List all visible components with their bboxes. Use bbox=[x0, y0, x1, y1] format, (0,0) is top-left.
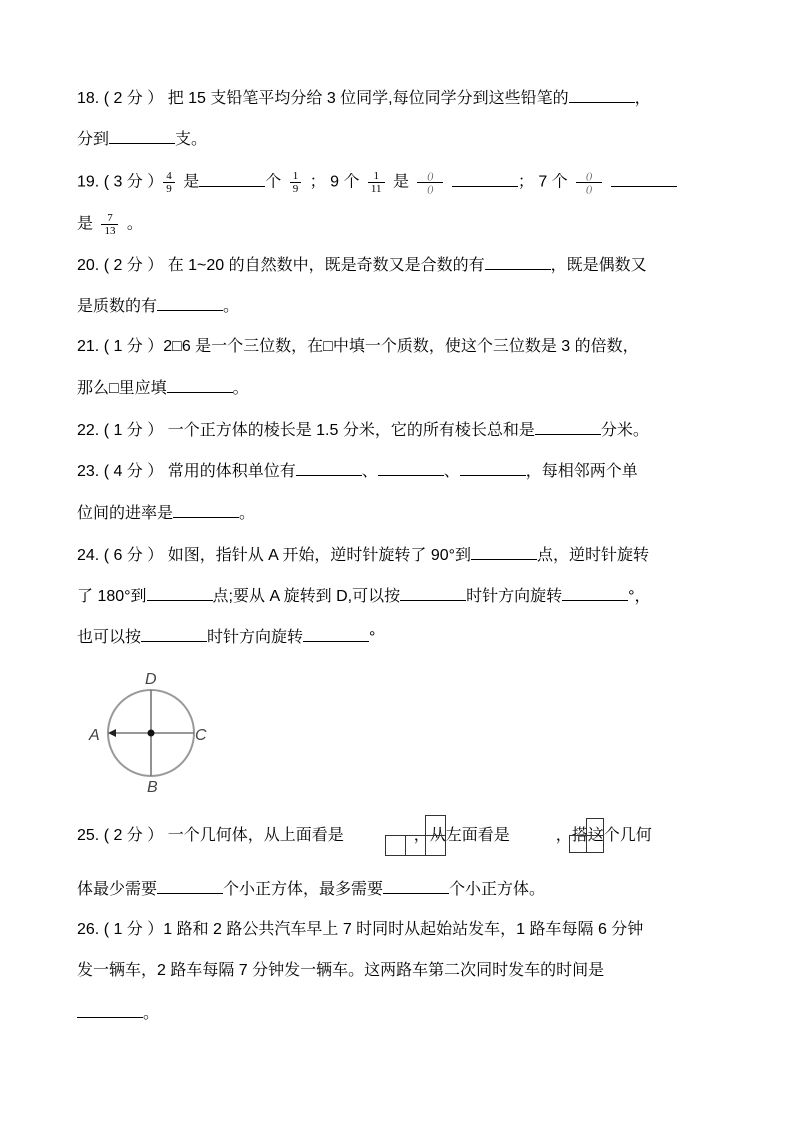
question-24-text: ° bbox=[369, 629, 376, 646]
question-20-text: ，既是偶数又 bbox=[550, 257, 647, 274]
question-19-text: 是 bbox=[392, 173, 409, 191]
numerator: 1 bbox=[290, 170, 302, 183]
question-25-text: ，搭这个几何 bbox=[555, 827, 652, 844]
denominator: 11 bbox=[370, 183, 382, 195]
question-23-line-1 bbox=[77, 461, 638, 482]
grid-cell bbox=[586, 835, 604, 853]
question-19-text: ； 9 个 bbox=[309, 173, 360, 191]
question-21-line-2 bbox=[77, 378, 249, 399]
fraction-1-9 bbox=[290, 170, 302, 195]
question-24-text: 也可以按 bbox=[77, 629, 142, 646]
question-19-text: 。 bbox=[126, 215, 143, 233]
question-19-line-2 bbox=[77, 212, 143, 237]
question-21-text: 21. ( 1 分 ）2□6 是一个三位数，在□中填一个质数，使这个三位数是 3 的倍数， bbox=[77, 338, 639, 355]
numerator: 4 bbox=[163, 170, 175, 183]
question-19-line-1 bbox=[77, 170, 677, 195]
question-24-text: 时针方向旋转 bbox=[207, 629, 304, 646]
denominator: () bbox=[427, 184, 434, 194]
label-b: B bbox=[147, 779, 158, 796]
question-26-text: 。 bbox=[143, 1005, 160, 1022]
fraction-empty[interactable] bbox=[576, 170, 602, 195]
fraction-1-11 bbox=[368, 170, 385, 195]
label-c: C bbox=[195, 727, 207, 744]
grid-cell bbox=[385, 835, 406, 856]
question-23-line-2 bbox=[77, 503, 255, 524]
question-23-text: ，每相邻两个单 bbox=[525, 463, 638, 480]
answer-blank[interactable] bbox=[471, 545, 537, 560]
question-22-line-1 bbox=[77, 420, 649, 441]
answer-blank[interactable] bbox=[452, 172, 518, 187]
grid-cell bbox=[569, 835, 587, 853]
question-24-line-2 bbox=[77, 586, 651, 607]
question-18-text: 18. ( 2 分 ） 把 15 支铅笔平均分给 3 位同学,每位同学分到这些铅笔的 bbox=[77, 90, 569, 107]
question-22-text: 分米。 bbox=[600, 422, 649, 439]
answer-blank[interactable] bbox=[109, 129, 175, 144]
fraction-4-9 bbox=[163, 170, 175, 195]
question-25-text: 个小正方体，最多需要 bbox=[223, 881, 384, 898]
answer-blank[interactable] bbox=[485, 255, 551, 270]
numerator: () bbox=[576, 170, 602, 183]
answer-blank[interactable] bbox=[378, 461, 444, 476]
answer-blank[interactable] bbox=[535, 420, 601, 435]
answer-blank[interactable] bbox=[611, 172, 677, 187]
question-19-text: 是 bbox=[77, 215, 94, 233]
answer-blank[interactable] bbox=[77, 1003, 143, 1018]
fraction-7-13 bbox=[101, 212, 118, 237]
question-23-text: 23. ( 4 分 ） 常用的体积单位有 bbox=[77, 463, 296, 480]
question-19-text: ； 7 个 bbox=[517, 173, 568, 191]
denominator: () bbox=[586, 184, 593, 194]
question-26-text: 26. ( 1 分 ）1 路和 2 路公共汽车早上 7 时同时从起始站发车，1 路车每隔 6 分钟 bbox=[77, 921, 644, 938]
left-view-figure bbox=[569, 818, 607, 854]
center-dot bbox=[148, 730, 155, 737]
question-26-text: 发一辆车，2 路车每隔 7 分钟发一辆车。这两路车第二次同时发车的时间是 bbox=[77, 962, 605, 979]
question-18-text: 支。 bbox=[175, 131, 208, 148]
denominator: 9 bbox=[166, 183, 172, 195]
answer-blank[interactable] bbox=[157, 296, 223, 311]
question-23-text: 位间的进率是 bbox=[77, 505, 174, 522]
question-24-text: 24. ( 6 分 ） 如图，指针从 A 开始，逆时针旋转了 90°到 bbox=[77, 547, 472, 564]
question-24-line-1 bbox=[77, 545, 649, 566]
answer-blank[interactable] bbox=[167, 378, 233, 393]
question-22-text: 22. ( 1 分 ） 一个正方体的棱长是 1.5 分米，它的所有棱长总和是 bbox=[77, 422, 535, 439]
answer-blank[interactable] bbox=[296, 461, 362, 476]
answer-blank[interactable] bbox=[147, 586, 213, 601]
separator: 、 bbox=[361, 463, 378, 480]
question-18-text: 分到 bbox=[77, 131, 110, 148]
answer-blank[interactable] bbox=[460, 461, 526, 476]
question-24-text: °， bbox=[628, 588, 651, 605]
question-20-line-2 bbox=[77, 296, 239, 317]
question-24-text: 点，逆时针旋转 bbox=[537, 547, 650, 564]
answer-blank[interactable] bbox=[199, 172, 265, 187]
question-20-text: 。 bbox=[223, 298, 240, 315]
answer-blank[interactable] bbox=[303, 627, 369, 642]
answer-blank[interactable] bbox=[569, 88, 635, 103]
question-20-text: 20. ( 2 分 ） 在 1~20 的自然数中，既是奇数又是合数的有 bbox=[77, 257, 485, 274]
question-24-text: 了 180°到 bbox=[77, 588, 147, 605]
question-24-text: 点;要从 A 旋转到 D,可以按 bbox=[212, 588, 401, 605]
grid-cell bbox=[405, 835, 426, 856]
fraction-empty[interactable] bbox=[417, 170, 443, 195]
question-26-line-2 bbox=[77, 961, 604, 981]
question-26-line-1 bbox=[77, 920, 643, 940]
numerator: 7 bbox=[101, 212, 118, 225]
answer-blank[interactable] bbox=[141, 627, 207, 642]
question-20-line-1 bbox=[77, 255, 647, 276]
grid-cell bbox=[425, 815, 446, 836]
question-19-text: 是 bbox=[183, 173, 200, 191]
grid-cell bbox=[586, 818, 604, 836]
question-26-line-3 bbox=[77, 1003, 159, 1024]
numerator: 1 bbox=[368, 170, 385, 183]
question-25-text: 体最少需要 bbox=[77, 881, 158, 898]
question-19-prefix: 19. ( 3 分 ） bbox=[77, 173, 164, 191]
answer-blank[interactable] bbox=[383, 879, 449, 894]
question-21-line-1 bbox=[77, 337, 639, 357]
answer-blank[interactable] bbox=[157, 879, 223, 894]
grid-cell bbox=[425, 835, 446, 856]
denominator: 9 bbox=[292, 183, 299, 195]
question-21-text: 。 bbox=[232, 380, 249, 397]
question-25-text: 个小正方体。 bbox=[449, 881, 546, 898]
answer-blank[interactable] bbox=[562, 586, 628, 601]
numerator: () bbox=[417, 170, 443, 183]
question-25-line-1 bbox=[77, 826, 652, 846]
label-a: A bbox=[89, 727, 100, 744]
label-d: D bbox=[145, 671, 157, 688]
question-18-line-1 bbox=[77, 88, 651, 109]
question-18-line-2 bbox=[77, 129, 207, 150]
question-21-text: 那么□里应填 bbox=[77, 380, 167, 397]
question-25-text: ，从左面看是 bbox=[413, 827, 510, 844]
question-25-text: 25. ( 2 分 ） 一个几何体，从上面看是 bbox=[77, 827, 344, 844]
question-25-line-2 bbox=[77, 879, 545, 900]
separator: 、 bbox=[443, 463, 460, 480]
top-view-figure bbox=[385, 815, 447, 857]
answer-blank[interactable] bbox=[400, 586, 466, 601]
answer-blank[interactable] bbox=[173, 503, 239, 518]
question-19-text: 个 bbox=[265, 173, 282, 191]
pointer-arrowhead bbox=[108, 729, 116, 737]
question-24-text: 时针方向旋转 bbox=[466, 588, 563, 605]
question-23-text: 。 bbox=[239, 505, 256, 522]
question-24-line-3 bbox=[77, 627, 375, 648]
denominator: 13 bbox=[104, 225, 116, 237]
question-20-text: 是质数的有 bbox=[77, 298, 158, 315]
punct: ， bbox=[634, 90, 651, 107]
rotation-diagram bbox=[85, 668, 215, 798]
